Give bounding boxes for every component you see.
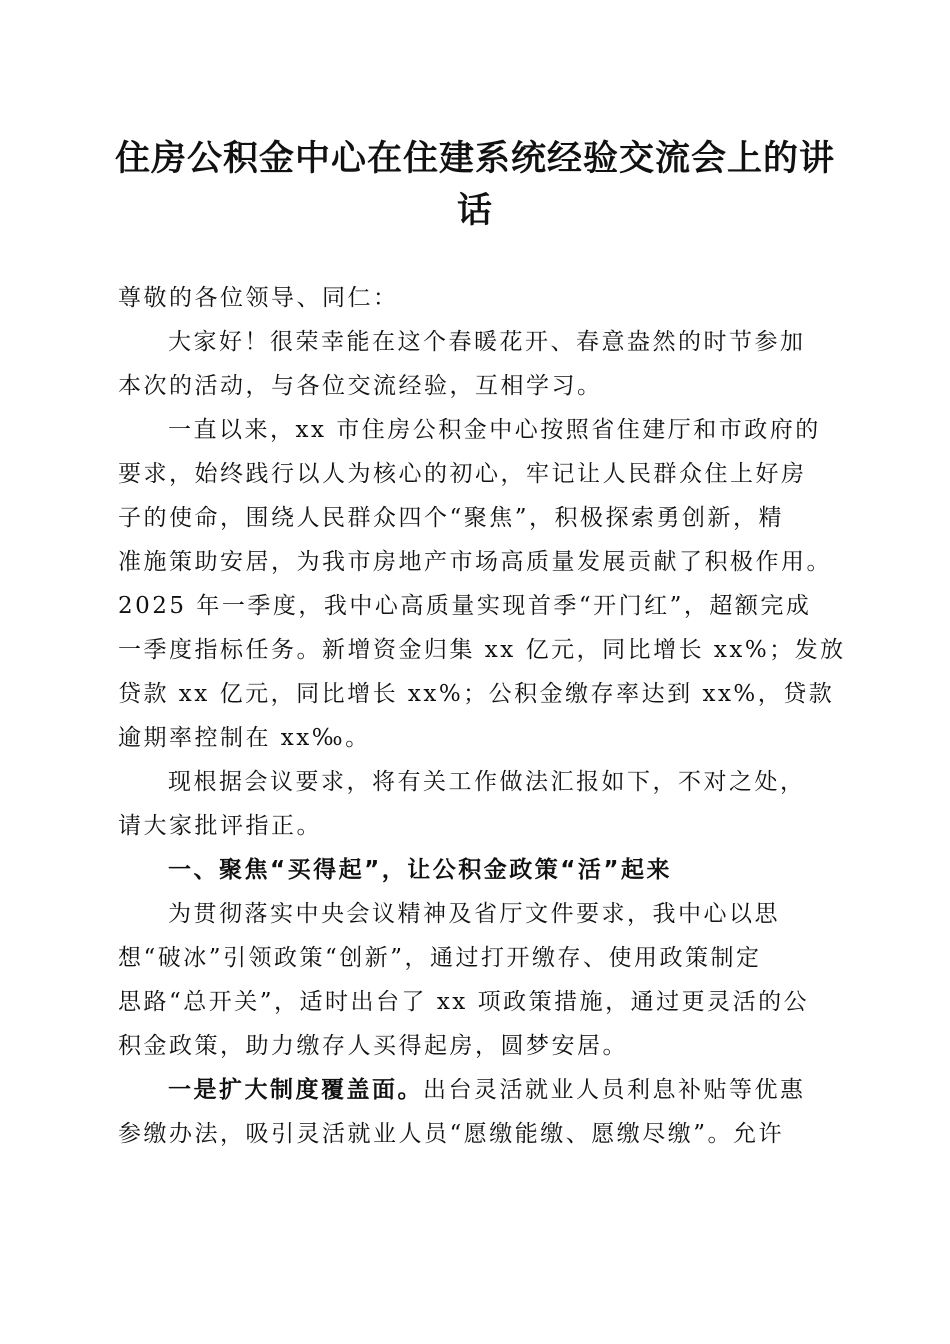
paragraph-line: 参缴办法，吸引灵活就业人员“愿缴能缴、愿缴尽缴”。允许 <box>118 1121 785 1147</box>
paragraph-line: 思路“总开关”，适时出台了 xx 项政策措施，通过更灵活的公 <box>118 989 810 1015</box>
paragraph-line: 要求，始终践行以人为核心的初心，牢记让人民群众住上好房 <box>118 461 807 487</box>
paragraph-greeting <box>118 320 830 408</box>
document-title <box>115 133 835 237</box>
paragraph-line: 为贯彻落实中央会议精神及省厅文件要求，我中心以思 <box>168 901 780 927</box>
paragraph-overview <box>118 408 846 760</box>
title-line-2: 话 <box>456 190 493 231</box>
paragraph-coverage <box>118 1068 830 1156</box>
paragraph-line: 本次的活动，与各位交流经验，互相学习。 <box>118 373 603 399</box>
paragraph-line: 大家好！很荣幸能在这个春暖花开、春意盎然的时节参加 <box>168 329 806 355</box>
paragraph-line: 一直以来，xx 市住房公积金中心按照省住建厅和市政府的 <box>168 417 821 443</box>
paragraph-line: 现根据会议要求，将有关工作做法汇报如下，不对之处， <box>168 769 806 795</box>
salutation-text: 尊敬的各位领导、同仁： <box>118 285 399 311</box>
paragraph-line: 准施策助安居，为我市房地产市场高质量发展贡献了积极作用。 <box>118 549 832 575</box>
document-body <box>118 276 846 1156</box>
paragraph-line: 请大家批评指正。 <box>118 813 322 839</box>
paragraph-line: 一季度指标任务。新增资金归集 xx 亿元，同比增长 xx%；发放 <box>118 637 846 663</box>
salutation <box>118 276 830 320</box>
paragraph-line: 逾期率控制在 xx‰。 <box>118 725 371 751</box>
section-heading-1 <box>118 848 830 892</box>
paragraph-line <box>118 1068 830 1112</box>
paragraph-line: 2025 年一季度，我中心高质量实现首季“开门红”，超额完成 <box>118 593 812 619</box>
paragraph-line-rest: 出台灵活就业人员利息补贴等优惠 <box>423 1077 806 1103</box>
paragraph-line: 子的使命，围绕人民群众四个“聚焦”，积极探索勇创新，精 <box>118 505 785 531</box>
section-heading-text: 一、聚焦“买得起”，让公积金政策“活”起来 <box>168 857 672 883</box>
paragraph-policy <box>118 892 830 1068</box>
title-line-1: 住房公积金中心在住建系统经验交流会上的讲 <box>115 138 836 179</box>
paragraph-line: 贷款 xx 亿元，同比增长 xx%；公积金缴存率达到 xx%，贷款 <box>118 681 835 707</box>
bold-lead-phrase: 一是扩大制度覆盖面。 <box>168 1077 423 1103</box>
paragraph-line: 想“破冰”引领政策“创新”，通过打开缴存、使用政策制定 <box>118 945 762 971</box>
paragraph-report-intro <box>118 760 830 848</box>
paragraph-line: 积金政策，助力缴存人买得起房，圆梦安居。 <box>118 1033 628 1059</box>
